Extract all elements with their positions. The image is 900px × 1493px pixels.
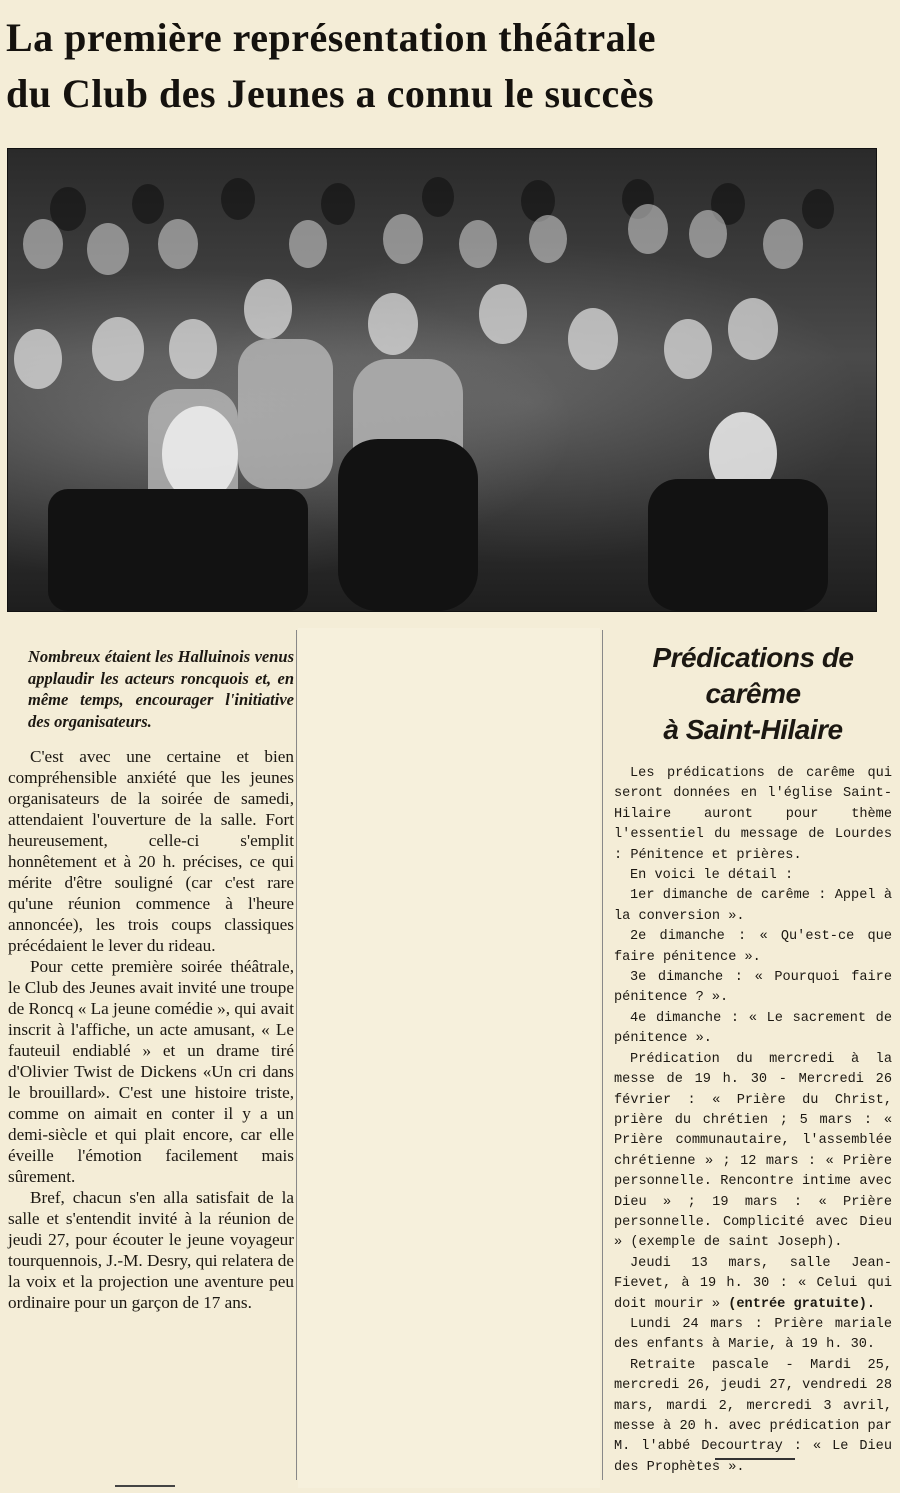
article-paragraph: En voici le détail :: [630, 868, 794, 884]
right-article: [614, 640, 892, 1478]
article-paragraph: Lundi 24 mars : Prière mariale des enfants à Marie, à 19 h. 30.: [614, 1316, 892, 1353]
right-article-title: [614, 640, 892, 748]
article-paragraph: 1er dimanche de carême : Appel à la conversion ».: [614, 888, 892, 924]
article-paragraph: Prédication du mercredi à la messe de 19 h. 30 - Mercredi 26 février : « Prière du Christ, prière du chrétien ; 5 mars : « Prière communautaire, l'assemblée chrétienne » ; 12 mars : « Prière personnelle. Rencontre intime avec Dieu » ; 19 mars : « Prière personnelle. Complicité avec Dieu » (exemple de saint Joseph).: [614, 1051, 892, 1251]
column-divider-left: [296, 630, 297, 1480]
end-of-article-rule: [715, 1458, 795, 1460]
article-paragraph: Bref, chacun s'en alla satisfait de la salle et s'entendit invité à la réunion de jeudi 27, pour écouter le jeune voyageur tourquennois, J.-M. Desry, qui relatera de la voix et la projection une aventure peu ordinaire pour un garçon de 17 ans.: [8, 1188, 294, 1312]
article-paragraph: Les prédications de carême qui seront données en l'église Saint-Hilaire auront pour thème l'essentiel du message de Lourdes : Pénitence et prières.: [614, 766, 892, 863]
blank-column: [298, 628, 600, 1488]
article-paragraph: 2e dimanche : « Qu'est-ce que faire pénitence ».: [614, 929, 892, 965]
article-paragraph: C'est avec une certaine et bien compréhensible anxiété que les jeunes organisateurs de la soirée de samedi, attendaient l'ouverture de la salle. Fort heureusement, celle-ci s'emplit honnêtement et à 20 h. précises, ce qui mérite d'être souligné (car c'est rare qu'une réunion commence à l'heure annoncée), les trois coups classiques précédaient le lever du rideau.: [8, 747, 294, 955]
article-intro: Nombreux étaient les Halluinois venus applaudir les acteurs roncquois et, en même temps, encourager l'initiative des organisateurs.: [28, 647, 294, 731]
article-paragraph: 4e dimanche : « Le sacrement de pénitence ».: [614, 1010, 892, 1047]
audience-photo: [7, 148, 877, 612]
article-paragraph: Retraite pascale - Mardi 25, mercredi 26, jeudi 27, vendredi 28 mars, mardi 2, mercredi 3 avril, messe à 20 h. avec prédication par M. l'abbé Decourtray : « Le Dieu des Prophètes ».: [614, 1357, 892, 1475]
article-paragraph: Pour cette première soirée théâtrale, le Club des Jeunes avait invité une troupe de Roncq « La jeune comédie », qui avait inscrit à l'affiche, un acte amusant, « Le fauteuil endiablé » et un drame tiré d'Olivier Twist de Dickens «Un cri dans le brouillard». C'est une histoire triste, comme on aimait en conter il y a un demi-siècle et qui plait encore, car elle éveille l'émotion facilement mais sûrement.: [8, 957, 294, 1186]
article-paragraph-text: Jeudi 13 mars, salle Jean-Fievet, à 19 h. 30 : « Celui qui doit mourir »: [614, 1255, 892, 1312]
bottom-rule: [115, 1485, 175, 1487]
right-article-title-line-1: Prédications de carême: [652, 642, 854, 709]
audience-silhouettes: [8, 149, 876, 611]
right-article-title-line-2: à Saint-Hilaire: [663, 714, 843, 745]
bold-note: (entrée gratuite).: [728, 1296, 876, 1312]
headline-line-2: du Club des Jeunes a connu le succès: [6, 71, 655, 116]
article-paragraph: 3e dimanche : « Pourquoi faire pénitence ? ».: [614, 970, 892, 1006]
headline-line-1: La première représentation théâtrale: [6, 15, 657, 60]
article-paragraph: [614, 1254, 892, 1315]
column-divider-right: [602, 630, 603, 1480]
headline: [6, 10, 892, 122]
left-article: [8, 640, 294, 1313]
